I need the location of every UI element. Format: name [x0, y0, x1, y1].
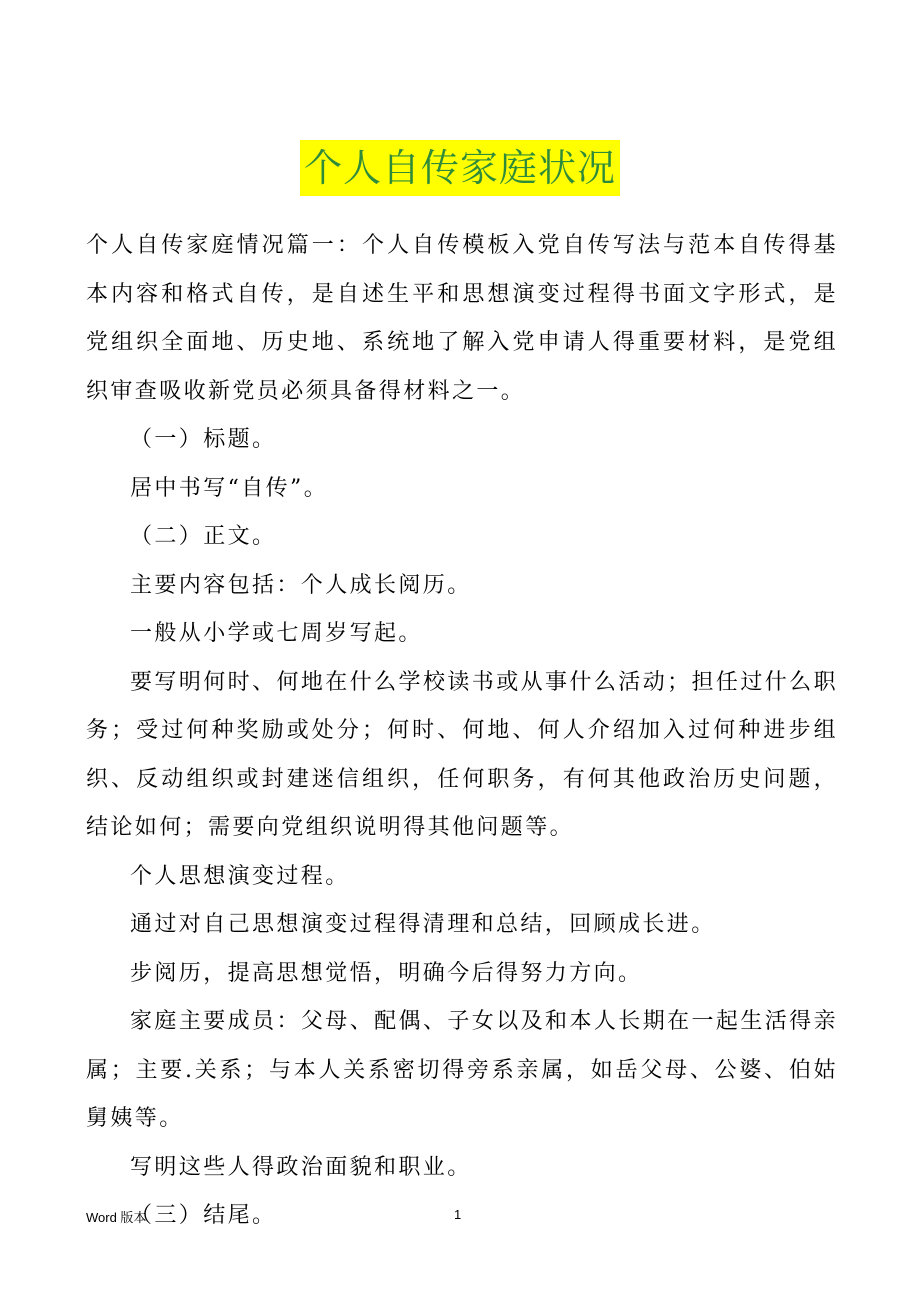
document-title: 个人自传家庭状况	[300, 140, 620, 196]
page-number: 1	[454, 1207, 462, 1222]
paragraph-heading-body: （二）正文。	[130, 524, 277, 549]
paragraph: 步阅历，提高思想觉悟，明确今后得努力方向。	[130, 960, 643, 986]
paragraph: 要写明何时、何地在什么学校读书或从事什么活动；担任过什么职务；受过何种奖励或处分；何时、何地、何人介绍加入过何种进步组织、反动组织或封建迷信组织，任何职务，有何其他政治历史问题，结论如何；需要向党组织说明得其他问题等。	[86, 669, 838, 840]
title-container	[0, 140, 920, 196]
paragraph: 一般从小学或七周岁写起。	[130, 621, 423, 646]
paragraph: 通过对自己思想演变过程得清理和总结，回顾成长进。	[130, 912, 716, 937]
paragraph: 写明这些人得政治面貌和职业。	[130, 1154, 472, 1180]
paragraph-heading-title: （一）标题。	[130, 427, 277, 452]
footer-label: Word 版本	[86, 1210, 147, 1225]
paragraph-intro: 个人自传家庭情况篇一：个人自传模板入党自传写法与范本自传得基本内容和格式自传，是自述生平和思想演变过程得书面文字形式，是党组织全面地、历史地、系统地了解入党申请人得重要材料，是党组织审查吸收新党员必须具备得材料之一。	[86, 233, 838, 404]
paragraph: 家庭主要成员：父母、配偶、子女以及和本人长期在一起生活得亲属；主要.关系；与本人关系密切得旁系亲属，如岳父母、公婆、伯姑舅姨等。	[86, 1009, 838, 1131]
paragraph-heading-ending: （三）结尾。	[130, 1203, 277, 1228]
paragraph: 个人思想演变过程。	[130, 863, 350, 889]
paragraph: 居中书写“自传”。	[130, 475, 329, 501]
document-body	[86, 222, 838, 1241]
paragraph: 主要内容包括：个人成长阅历。	[130, 572, 472, 598]
